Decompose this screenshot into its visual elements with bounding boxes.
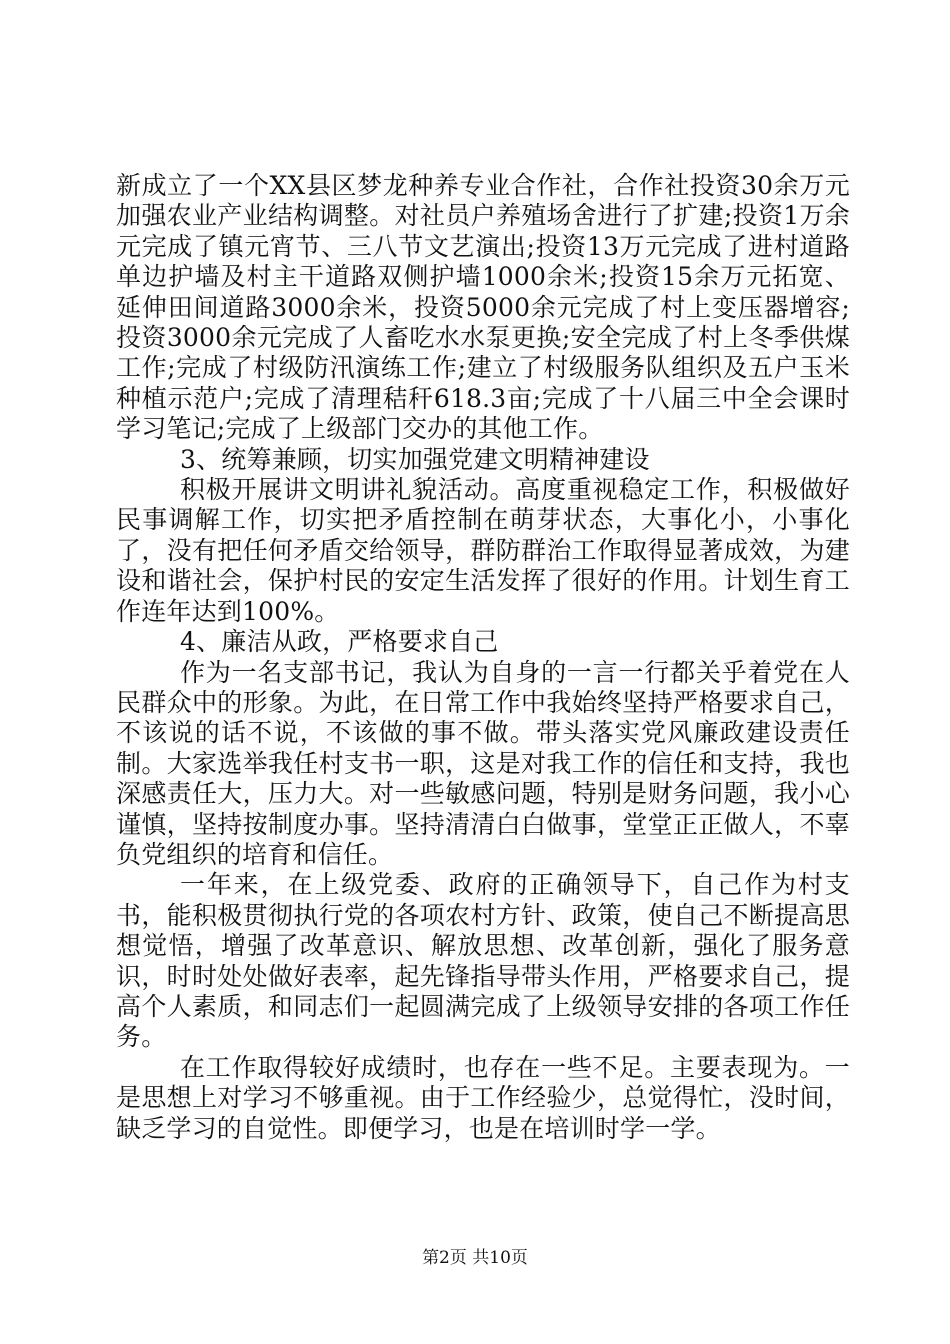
paragraph-self-discipline: 作为一名支部书记，我认为自身的一言一行都关乎着党在人民群众中的形象。为此，在日常工作中我始终坚持严格要求自己，不该说的话不说，不该做的事不做。带头落实党风廉政建设责任制。大家选举我任村支书一职，这是对我工作的信任和支持，我也深感责任大，压力大。对一些敏感问题，特别是财务问题，我小心谨慎，坚持按制度办事。坚持清清白白做事，堂堂正正做人，不辜负党组织的培育和信任。 — [116, 657, 850, 869]
section-heading-integrity: 4、廉洁从政，严格要求自己 — [180, 627, 499, 657]
paragraph-civility-stability: 积极开展讲文明讲礼貌活动。高度重视稳定工作，积极做好民事调解工作，切实把矛盾控制在萌芽状态，大事化小，小事化了，没有把任何矛盾交给领导，群防群治工作取得显著成效，为建设和谐社会，保护村民的安定生活发挥了很好的作用。计划生育工作连年达到100%。 — [116, 475, 850, 626]
page-footer — [0, 1243, 950, 1268]
page-number-label: 第2页 共10页 — [422, 1248, 528, 1268]
paragraph-cooperative-achievements: 新成立了一个XX县区梦龙种养专业合作社，合作社投资30余万元加强农业产业结构调整。对社员户养殖场舍进行了扩建;投资1万余元完成了镇元宵节、三八节文艺演出;投资13万元完成了进村道路单边护墙及村主干道路双侧护墙1000余米;投资15余万元拓宽、延伸田间道路3000余米，投资5000余元完成了村上变压器增容;投资3000余元完成了人畜吃水水泵更换;安全完成了村上冬季供煤工作;完成了村级防汛演练工作;建立了村级服务队组织及五户玉米种植示范户;完成了清理秸秆618.3亩;完成了十八届三中全会课时学习笔记;完成了上级部门交办的其他工作。 — [116, 171, 850, 444]
document-body — [116, 171, 850, 1144]
paragraph-shortcomings: 在工作取得较好成绩时，也存在一些不足。主要表现为。一是思想上对学习不够重视。由于工作经验少，总觉得忙，没时间，缺乏学习的自觉性。即便学习，也是在培训时学一学。 — [116, 1052, 850, 1143]
paragraph-year-summary: 一年来，在上级党委、政府的正确领导下，自己作为村支书，能积极贯彻执行党的各项农村方针、政策，使自己不断提高思想觉悟，增强了改革意识、解放思想、改革创新，强化了服务意识，时时处处做好表率，起先锋指导带头作用，严格要求自己，提高个人素质，和同志们一起圆满完成了上级领导安排的各项工作任务。 — [116, 870, 850, 1052]
section-heading-party-building: 3、统筹兼顾，切实加强党建文明精神建设 — [180, 444, 650, 474]
